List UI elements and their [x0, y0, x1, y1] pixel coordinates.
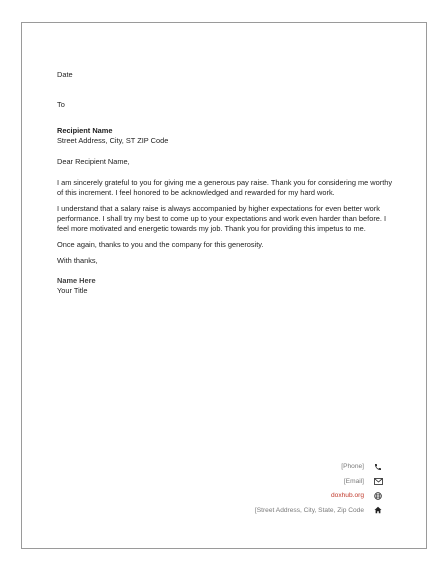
contact-block: [255, 462, 383, 520]
recipient-address: Street Address, City, ST ZIP Code: [57, 136, 169, 145]
salutation: Dear Recipient Name,: [57, 157, 130, 166]
phone-text: [Phone]: [341, 463, 364, 470]
date-line: Date: [57, 70, 73, 79]
paragraph-3: Once again, thanks to you and the company for this generosity.: [57, 240, 264, 249]
home-icon: [373, 506, 383, 514]
contact-email: [255, 477, 383, 486]
contact-address: [255, 506, 383, 515]
sender-name: Name Here: [57, 276, 96, 285]
envelope-icon: [373, 478, 383, 485]
address-text: [Street Address, City, State, Zip Code: [254, 506, 364, 514]
contact-phone: [255, 462, 383, 471]
phone-icon: [373, 463, 383, 471]
sender-title: Your Title: [57, 286, 88, 295]
email-text: [Email]: [343, 477, 364, 485]
to-line: To: [57, 100, 65, 109]
recipient-name: Recipient Name: [57, 126, 113, 135]
contact-website[interactable]: [255, 491, 383, 500]
globe-icon: [373, 492, 383, 500]
letter-body: [57, 70, 395, 296]
website-link[interactable]: doxhub.org: [331, 492, 364, 499]
paragraph-1: I am sincerely grateful to you for giving me a generous pay raise. Thank you for considering me worthy of this increment. I feel honored to be acknowledged and rewarded for my hard work.: [57, 178, 393, 197]
paragraph-2: I understand that a salary raise is always accompanied by higher expectations for even better work performance. I shall try my best to come up to your expectations and work even harder than before. I feel more motivated and energetic towards my job. Thank you for providing this impetus to me.: [57, 204, 387, 233]
closing: With thanks,: [57, 256, 98, 265]
letter-page: [21, 22, 427, 549]
